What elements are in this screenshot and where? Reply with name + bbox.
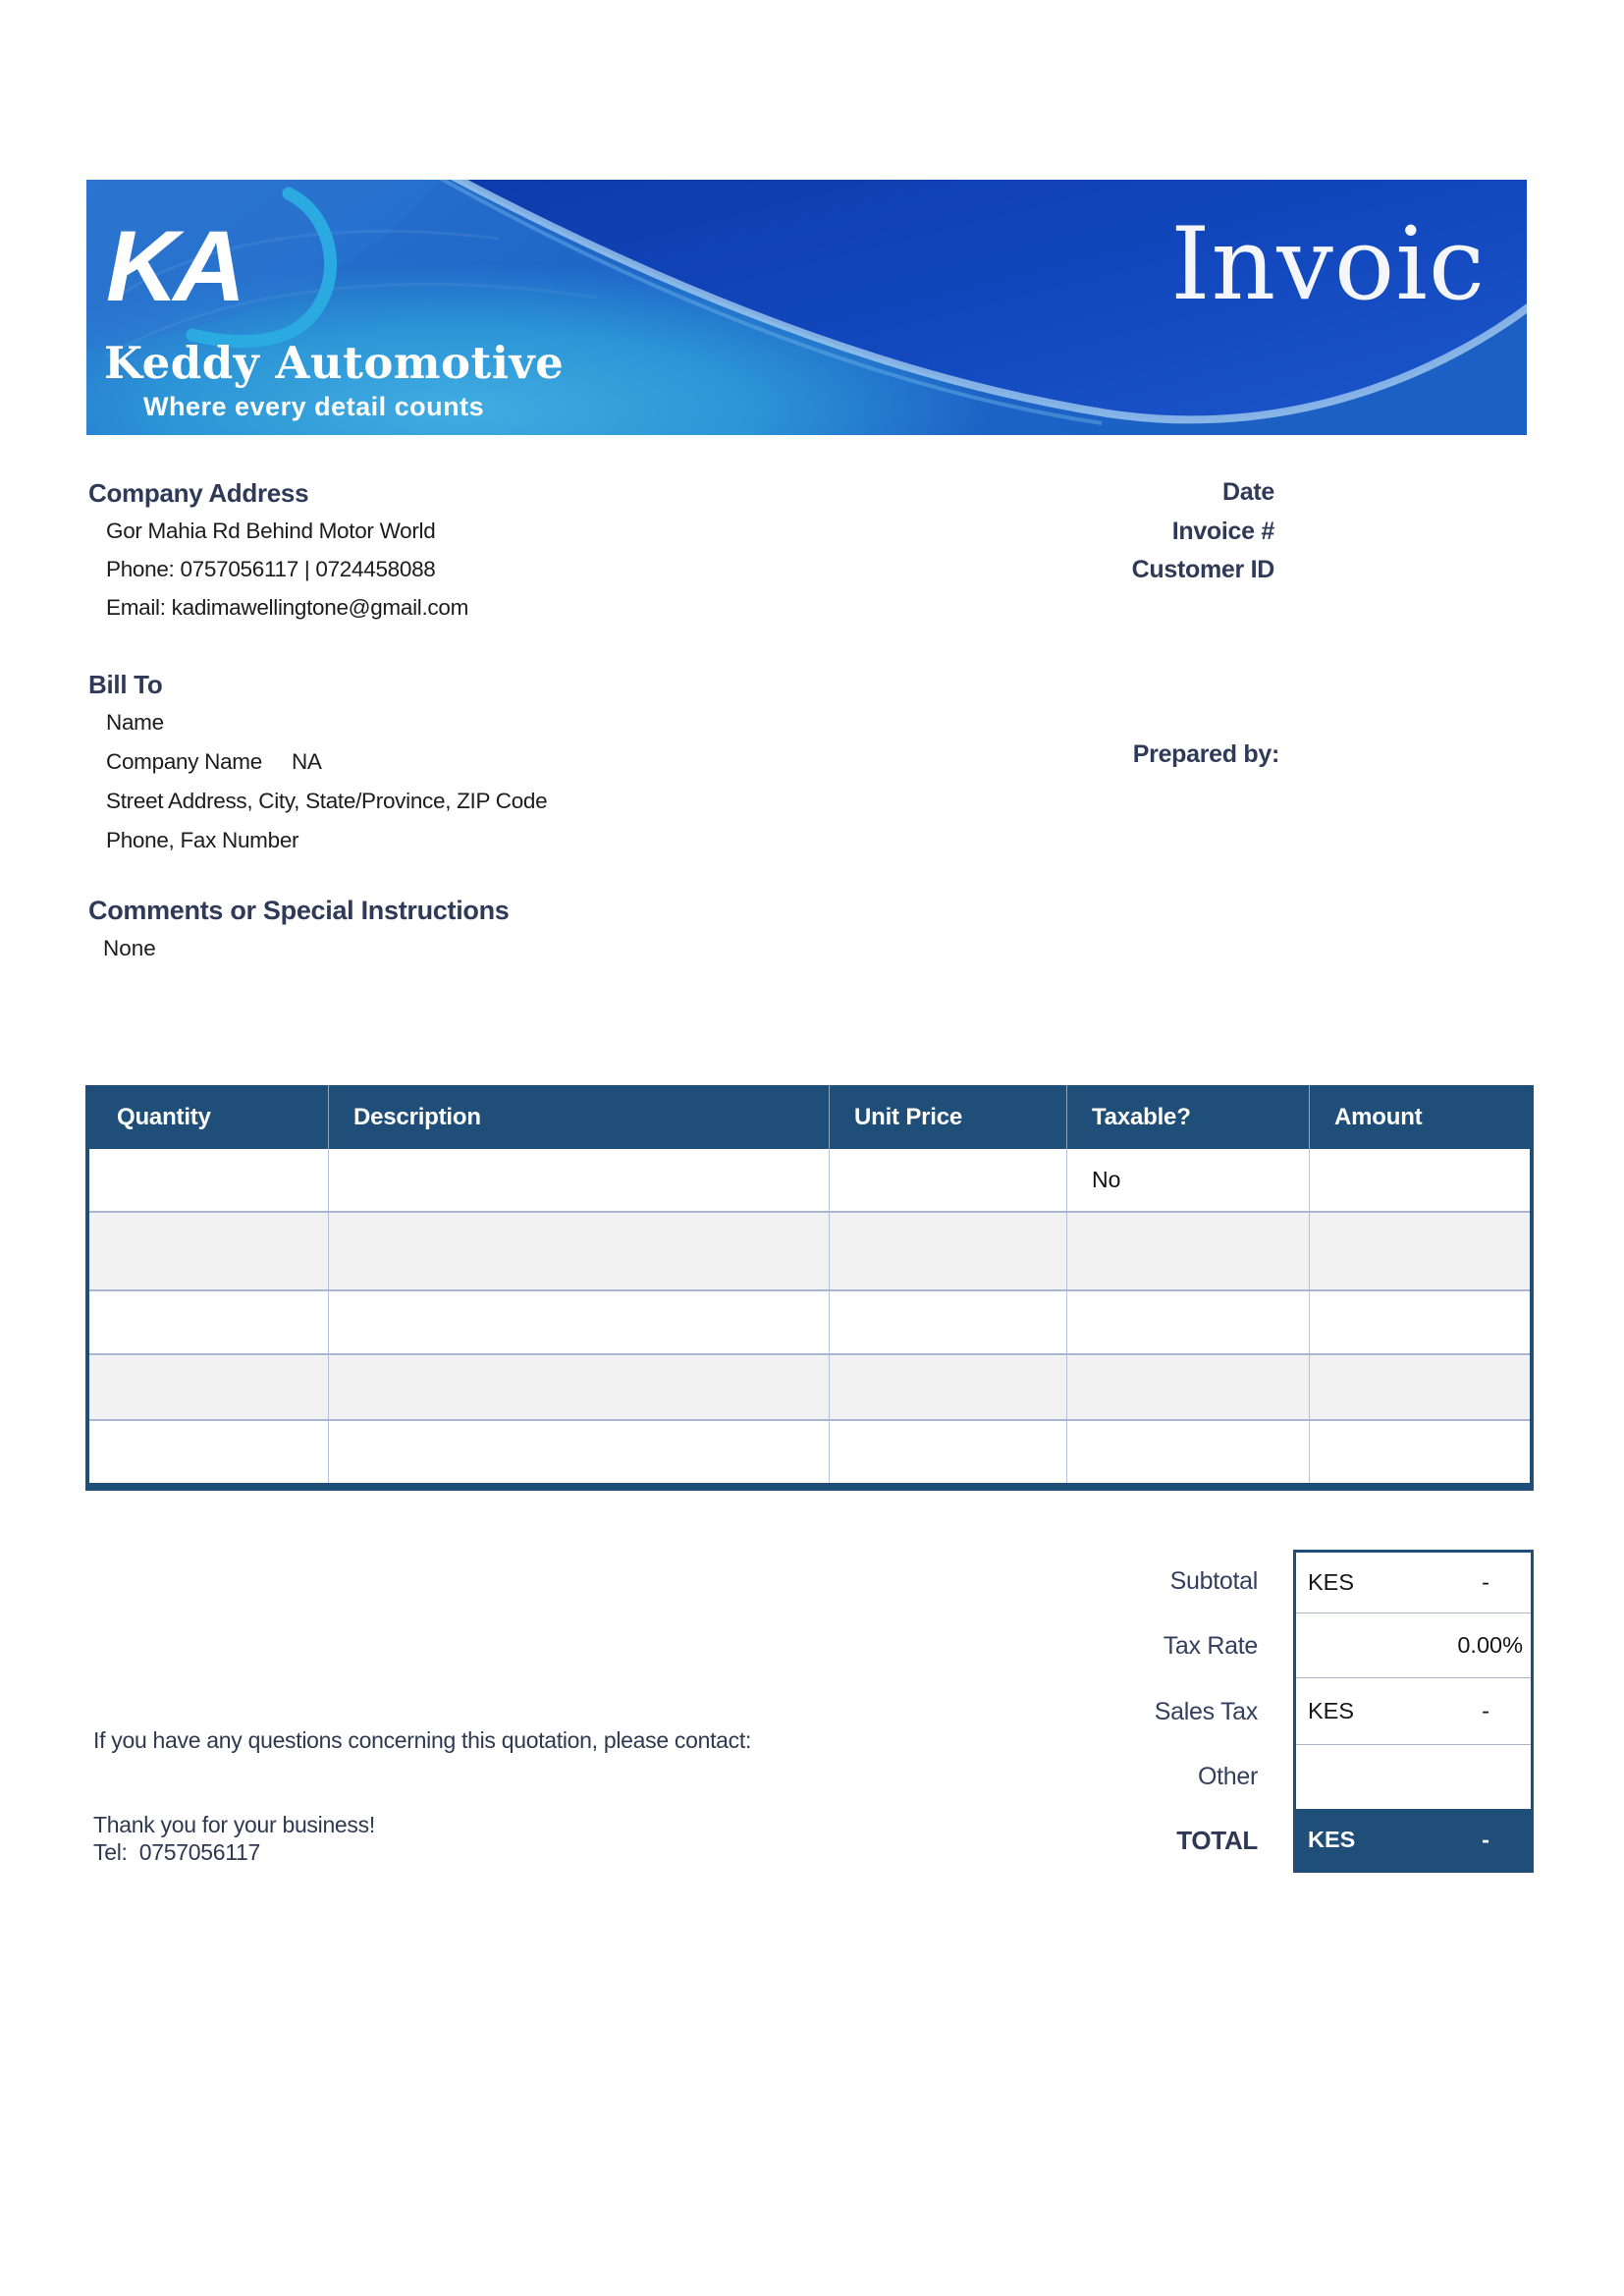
- sales-tax-currency: KES: [1308, 1698, 1355, 1723]
- items-table-header: [89, 1085, 1530, 1149]
- bill-to-company-value: NA: [291, 749, 322, 774]
- footer-tel-line: Tel: 0757056117: [93, 1839, 260, 1865]
- invoice-number-label: Invoice #: [1171, 517, 1274, 545]
- cell-unit-price: [830, 1421, 1067, 1483]
- comments-heading: Comments or Special Instructions: [88, 896, 510, 925]
- bill-to-phone-line: Phone, Fax Number: [106, 828, 299, 852]
- cell-taxable: No: [1067, 1149, 1310, 1211]
- tax-rate-value: 0.00%: [1457, 1632, 1523, 1658]
- bill-to-heading: Bill To: [88, 670, 163, 699]
- subtotal-label: Subtotal: [1169, 1567, 1258, 1595]
- company-address-block: [106, 512, 468, 627]
- items-table-frame: [85, 1085, 1534, 1483]
- column-header-amount: Amount: [1334, 1103, 1423, 1130]
- items-table: [85, 1085, 1534, 1491]
- footer-contact-line: If you have any questions concerning this quotation, please contact:: [93, 1727, 752, 1753]
- banner-tagline: Where every detail counts: [143, 392, 485, 421]
- cell-description: [329, 1213, 830, 1289]
- cell-quantity: [89, 1213, 329, 1289]
- cell-taxable: [1067, 1213, 1310, 1289]
- cell-quantity: [89, 1149, 329, 1211]
- other-value-row: [1296, 1745, 1531, 1809]
- company-email-line: Email: kadimawellingtone@gmail.com: [106, 595, 469, 620]
- table-row: [89, 1291, 1530, 1355]
- bill-to-company-label: Company Name: [106, 749, 262, 774]
- tax-rate-value-row: [1296, 1613, 1531, 1678]
- table-row: [89, 1149, 1530, 1213]
- bill-to-name-line: Name: [106, 710, 164, 735]
- subtotal-currency: KES: [1308, 1569, 1355, 1595]
- cell-unit-price: [830, 1291, 1067, 1353]
- footer-contact-block: [93, 1647, 751, 1945]
- date-label: Date: [1222, 478, 1274, 506]
- tax-rate-label: Tax Rate: [1163, 1631, 1258, 1660]
- total-value: -: [1482, 1826, 1489, 1852]
- company-address-heading: Company Address: [88, 478, 309, 508]
- cell-taxable: [1067, 1421, 1310, 1483]
- totals-labels: [864, 1550, 1258, 1873]
- cell-amount: [1310, 1291, 1530, 1353]
- bill-to-company-line: [106, 742, 547, 782]
- banner-company-name: Keddy Automotive: [104, 337, 565, 389]
- bill-to-address-line: Street Address, City, State/Province, ZIP Code: [106, 789, 548, 813]
- sales-tax-value-row: [1296, 1678, 1531, 1745]
- invoice-meta-labels: [884, 473, 1274, 590]
- cell-amount: [1310, 1213, 1530, 1289]
- table-bottom-bar: [85, 1483, 1534, 1491]
- cell-quantity: [89, 1355, 329, 1419]
- cell-quantity: [89, 1291, 329, 1353]
- customer-id-label: Customer ID: [1131, 556, 1274, 583]
- cell-amount: [1310, 1149, 1530, 1211]
- cell-description: [329, 1355, 830, 1419]
- cell-quantity: [89, 1421, 329, 1483]
- subtotal-value: -: [1482, 1569, 1489, 1595]
- cell-unit-price: [830, 1149, 1067, 1211]
- totals-box: [1293, 1550, 1534, 1873]
- cell-amount: [1310, 1421, 1530, 1483]
- document-title: Invoic: [1170, 206, 1486, 323]
- cell-taxable: [1067, 1355, 1310, 1419]
- column-header-unit-price: Unit Price: [830, 1085, 1067, 1149]
- banner: [86, 180, 1527, 435]
- column-header-taxable: Taxable?: [1067, 1085, 1310, 1149]
- column-header-description: Description: [329, 1085, 830, 1149]
- table-row: [89, 1213, 1530, 1291]
- other-label: Other: [1197, 1763, 1258, 1790]
- cell-taxable: [1067, 1291, 1310, 1353]
- cell-description: [329, 1149, 830, 1211]
- total-value-row: [1296, 1809, 1531, 1870]
- logo-monogram: KA: [106, 210, 242, 322]
- comments-value: None: [103, 936, 156, 960]
- cell-unit-price: [830, 1355, 1067, 1419]
- company-address-line: Gor Mahia Rd Behind Motor World: [106, 519, 436, 543]
- prepared-by-label: Prepared by:: [1132, 740, 1279, 768]
- company-phone-line: Phone: 0757056117 | 0724458088: [106, 557, 436, 581]
- bill-to-block: [106, 703, 547, 860]
- total-label: TOTAL: [1176, 1826, 1258, 1855]
- cell-amount: [1310, 1355, 1530, 1419]
- cell-description: [329, 1421, 830, 1483]
- column-header-quantity: Quantity: [89, 1085, 329, 1149]
- sales-tax-label: Sales Tax: [1154, 1697, 1258, 1725]
- table-row: [89, 1421, 1530, 1483]
- footer-thanks-line: Thank you for your business!: [93, 1812, 375, 1837]
- subtotal-value-row: [1296, 1553, 1531, 1613]
- sales-tax-value: -: [1482, 1698, 1489, 1723]
- cell-description: [329, 1291, 830, 1353]
- table-row: [89, 1355, 1530, 1421]
- cell-unit-price: [830, 1213, 1067, 1289]
- total-currency: KES: [1308, 1826, 1356, 1852]
